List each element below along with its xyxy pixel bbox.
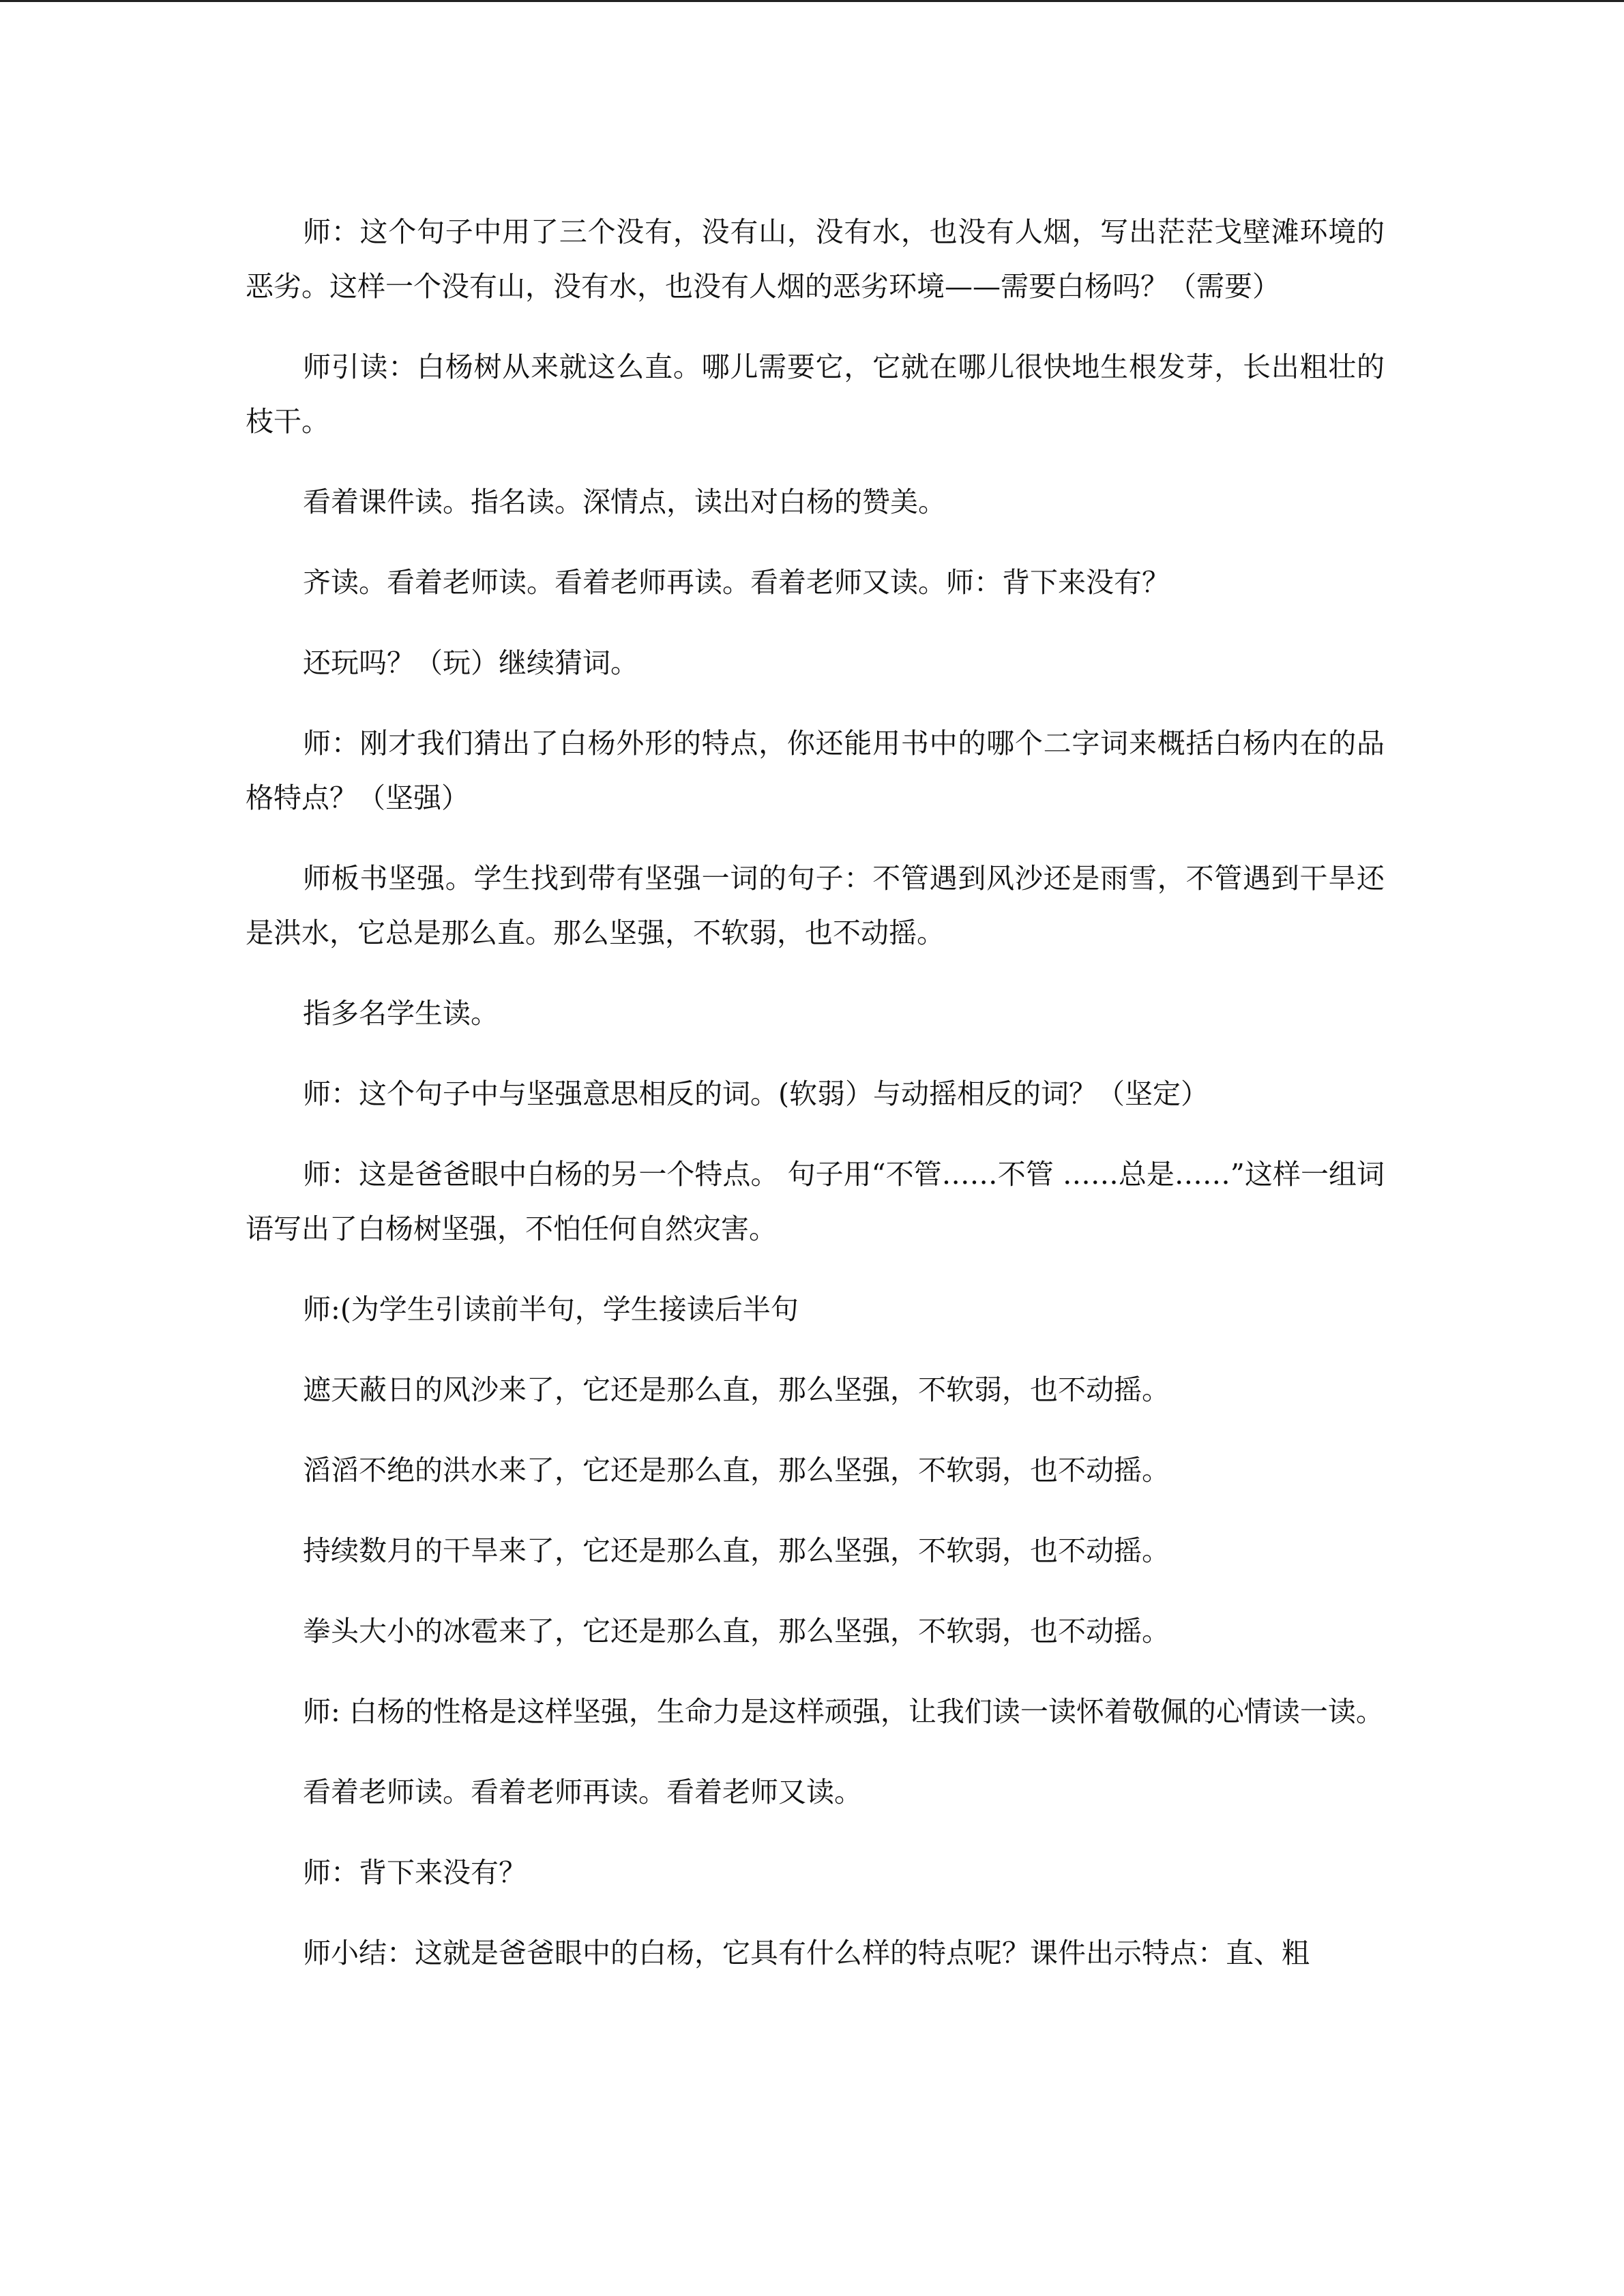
paragraph: 师板书坚强。学生找到带有坚强一词的句子：不管遇到风沙还是雨雪，不管遇到干旱还是洪水，它总是那么直。那么坚强，不软弱，也不动摇。 <box>246 862 1385 949</box>
page-top-border <box>0 0 1624 2</box>
paragraph: 还玩吗？（玩）继续猜词。 <box>303 646 638 679</box>
paragraph: 师：这个句子中用了三个没有，没有山，没有水，也没有人烟，写出茫茫戈壁滩环境的恶劣。这样一个没有山，没有水，也没有人烟的恶劣环境——需要白杨吗？（需要） <box>246 215 1385 303</box>
paragraph: 师:(为学生引读前半句，学生接读后半句 <box>303 1293 799 1326</box>
paragraph: 师引读：白杨树从来就这么直。哪儿需要它，它就在哪儿很快地生根发芽，长出粗壮的枝干。 <box>246 351 1385 438</box>
paragraph: 滔滔不绝的洪水来了，它还是那么直，那么坚强，不软弱，也不动摇。 <box>303 1454 1170 1487</box>
paragraph: 师小结：这就是爸爸眼中的白杨，它具有什么样的特点呢？课件出示特点：直、粗 <box>303 1937 1310 1969</box>
paragraph: 齐读。看着老师读。看着老师再读。看着老师又读。师：背下来没有？ <box>303 566 1170 599</box>
paragraph: 师: 白杨的性格是这样坚强，生命力是这样顽强，让我们读一读怀着敬佩的心情读一读。 <box>303 1695 1384 1728</box>
paragraph: 拳头大小的冰雹来了，它还是那么直，那么坚强，不软弱，也不动摇。 <box>303 1615 1170 1648</box>
paragraph: 持续数月的干旱来了，它还是那么直，那么坚强，不软弱，也不动摇。 <box>303 1534 1170 1567</box>
paragraph: 指多名学生读。 <box>303 997 499 1030</box>
paragraph: 师：这是爸爸眼中白杨的另一个特点。 句子用“不管……不管 ……总是……”这样一组词语写出了白杨树坚强，不怕任何自然灾害。 <box>246 1158 1385 1245</box>
paragraph: 遮天蔽日的风沙来了，它还是那么直，那么坚强，不软弱，也不动摇。 <box>303 1373 1170 1406</box>
paragraph: 师：刚才我们猜出了白杨外形的特点，你还能用书中的哪个二字词来概括白杨内在的品格特点？（坚强） <box>246 727 1385 814</box>
paragraph: 师：这个句子中与坚强意思相反的词。(软弱）与动摇相反的词？（坚定） <box>303 1077 1209 1110</box>
paragraph: 看着课件读。指名读。深情点，读出对白杨的赞美。 <box>303 486 946 518</box>
paragraph: 师：背下来没有？ <box>303 1856 527 1889</box>
document-body <box>246 205 1385 2006</box>
paragraph: 看着老师读。看着老师再读。看着老师又读。 <box>303 1776 862 1808</box>
